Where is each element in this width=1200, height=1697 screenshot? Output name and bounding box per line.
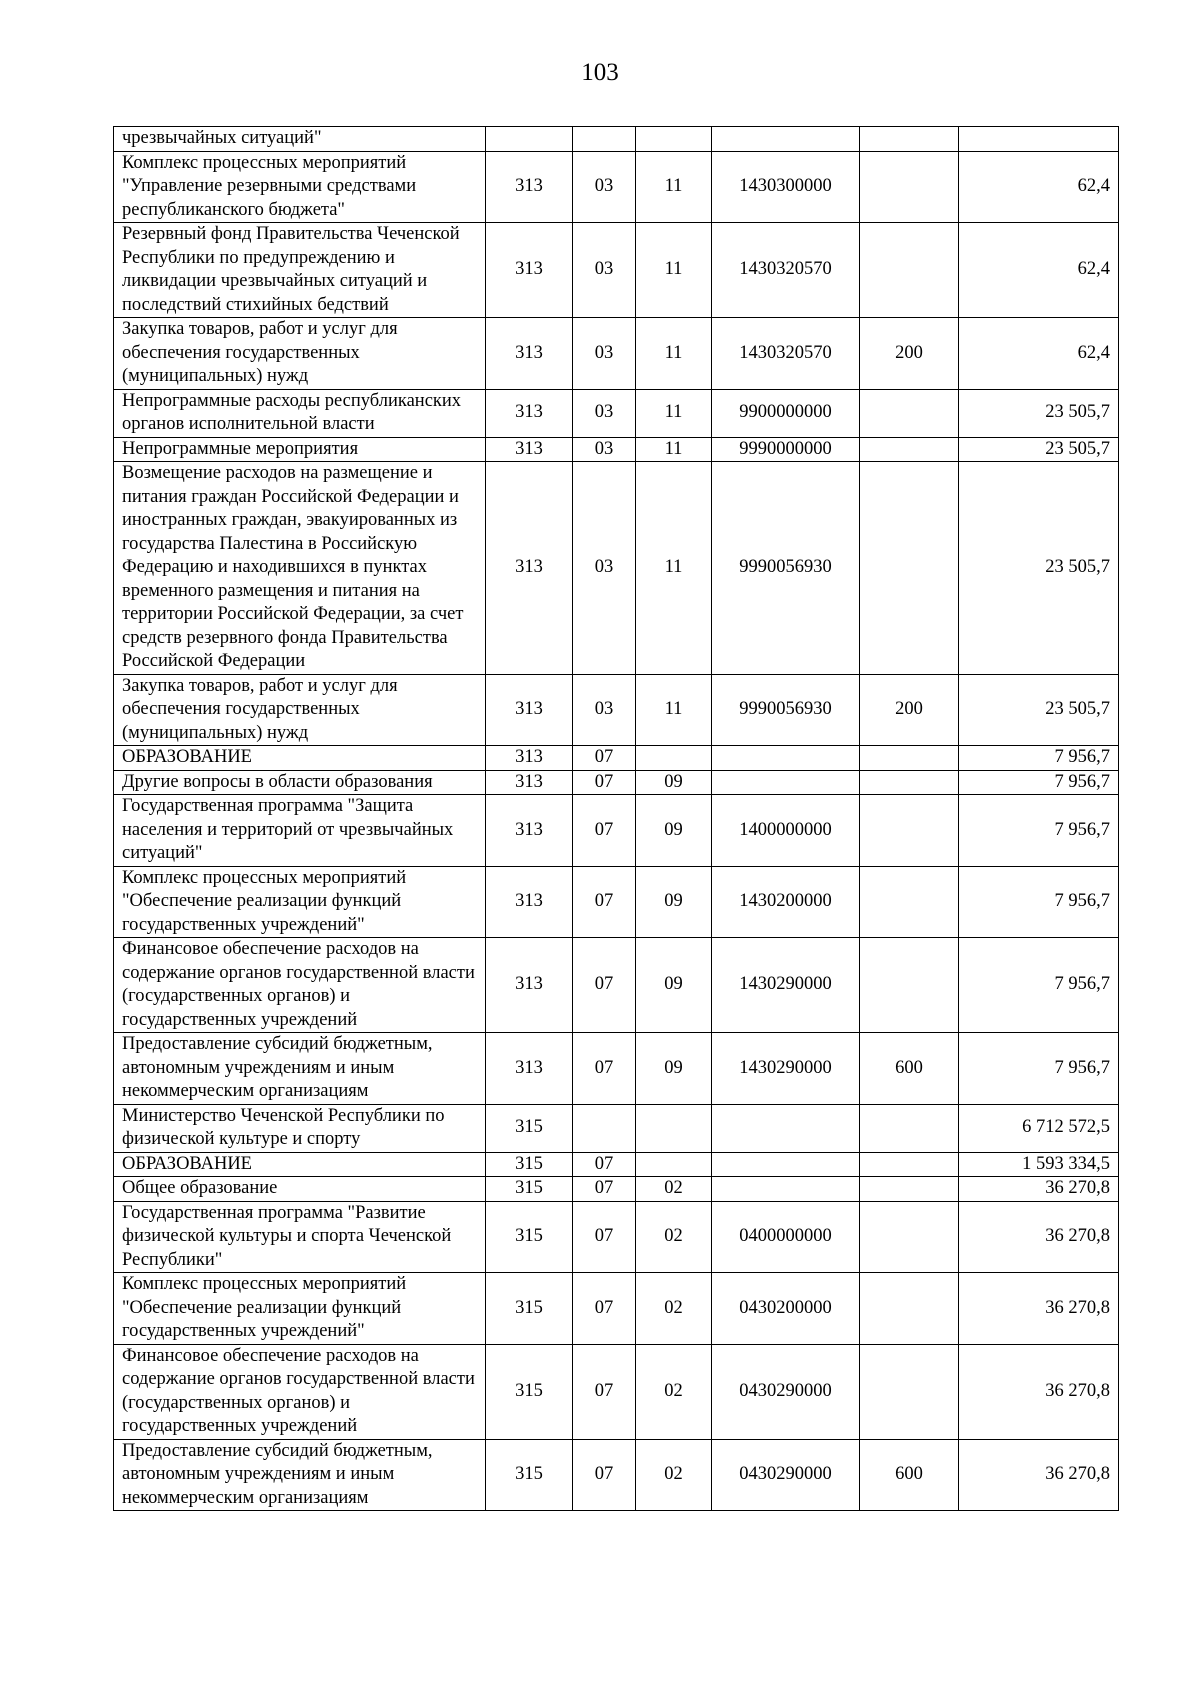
row-rz	[573, 127, 636, 152]
row-rz: 07	[573, 795, 636, 867]
row-sum: 23 505,7	[959, 437, 1119, 462]
table-row	[114, 746, 1119, 771]
row-rz: 03	[573, 318, 636, 390]
row-sum: 23 505,7	[959, 389, 1119, 437]
row-csr: 1430290000	[712, 938, 860, 1033]
row-csr: 0430200000	[712, 1273, 860, 1345]
row-pr: 09	[636, 866, 712, 938]
row-csr	[712, 127, 860, 152]
row-name: Предоставление субсидий бюджетным, автономным учреждениям и иным некоммерческим организациям	[114, 1439, 486, 1511]
row-pr: 09	[636, 938, 712, 1033]
row-pr: 11	[636, 437, 712, 462]
row-sum: 36 270,8	[959, 1177, 1119, 1202]
row-csr: 1430200000	[712, 866, 860, 938]
row-pr: 02	[636, 1344, 712, 1439]
table-row	[114, 1344, 1119, 1439]
row-csr	[712, 746, 860, 771]
table-row	[114, 127, 1119, 152]
table-row	[114, 462, 1119, 675]
row-vr	[860, 770, 959, 795]
row-vr	[860, 1344, 959, 1439]
row-pr: 02	[636, 1201, 712, 1273]
row-rz: 03	[573, 674, 636, 746]
row-ved: 313	[486, 674, 573, 746]
row-pr: 11	[636, 462, 712, 675]
row-sum: 7 956,7	[959, 866, 1119, 938]
row-sum	[959, 127, 1119, 152]
row-name: Финансовое обеспечение расходов на содержание органов государственной власти (государственных органов) и государственных учреждений	[114, 938, 486, 1033]
row-pr: 02	[636, 1273, 712, 1345]
row-ved: 313	[486, 938, 573, 1033]
row-name: Комплекс процессных мероприятий "Обеспечение реализации функций государственных учреждений"	[114, 1273, 486, 1345]
row-vr	[860, 866, 959, 938]
row-name: чрезвычайных ситуаций"	[114, 127, 486, 152]
row-pr: 11	[636, 151, 712, 223]
row-pr: 02	[636, 1439, 712, 1511]
row-name: Государственная программа "Развитие физической культуры и спорта Чеченской Республики"	[114, 1201, 486, 1273]
row-rz: 07	[573, 1439, 636, 1511]
row-vr	[860, 1273, 959, 1345]
row-csr: 1430290000	[712, 1033, 860, 1105]
row-ved: 315	[486, 1104, 573, 1152]
row-name: Резервный фонд Правительства Чеченской Республики по предупреждению и ликвидации чрезвычайных ситуаций и последствий стихийных бедствий	[114, 223, 486, 318]
row-name: ОБРАЗОВАНИЕ	[114, 1152, 486, 1177]
row-vr	[860, 746, 959, 771]
row-sum: 62,4	[959, 223, 1119, 318]
row-name: Предоставление субсидий бюджетным, автономным учреждениям и иным некоммерческим организациям	[114, 1033, 486, 1105]
budget-table-body	[114, 127, 1119, 1511]
row-csr: 1430320570	[712, 318, 860, 390]
row-name: Комплекс процессных мероприятий "Управление резервными средствами республиканского бюджета"	[114, 151, 486, 223]
row-vr	[860, 389, 959, 437]
row-name: Возмещение расходов на размещение и питания граждан Российской Федерации и иностранных граждан, эвакуированных из государства Палестина в Российскую Федерацию и находившихся в пунктах временного размещения и питания на территории Российской Федерации, за счет средств резервного фонда Правительства Российской Федерации	[114, 462, 486, 675]
row-rz: 07	[573, 1152, 636, 1177]
row-rz: 07	[573, 1201, 636, 1273]
table-row	[114, 1177, 1119, 1202]
row-vr: 600	[860, 1439, 959, 1511]
row-ved: 313	[486, 1033, 573, 1105]
row-ved: 315	[486, 1177, 573, 1202]
row-rz: 03	[573, 223, 636, 318]
row-ved: 313	[486, 746, 573, 771]
row-vr: 200	[860, 674, 959, 746]
row-name: Другие вопросы в области образования	[114, 770, 486, 795]
row-sum: 36 270,8	[959, 1344, 1119, 1439]
row-pr	[636, 1152, 712, 1177]
row-ved: 313	[486, 223, 573, 318]
row-sum: 62,4	[959, 151, 1119, 223]
row-csr: 0430290000	[712, 1439, 860, 1511]
row-vr	[860, 1177, 959, 1202]
row-csr: 1430320570	[712, 223, 860, 318]
row-ved: 313	[486, 151, 573, 223]
table-row	[114, 866, 1119, 938]
row-sum: 36 270,8	[959, 1273, 1119, 1345]
row-sum: 23 505,7	[959, 462, 1119, 675]
row-ved: 315	[486, 1201, 573, 1273]
row-name: ОБРАЗОВАНИЕ	[114, 746, 486, 771]
row-rz: 07	[573, 1033, 636, 1105]
row-csr	[712, 1104, 860, 1152]
row-csr: 9990000000	[712, 437, 860, 462]
row-pr	[636, 127, 712, 152]
row-csr	[712, 1177, 860, 1202]
row-vr	[860, 223, 959, 318]
row-sum: 7 956,7	[959, 746, 1119, 771]
row-rz: 03	[573, 462, 636, 675]
row-name: Закупка товаров, работ и услуг для обеспечения государственных (муниципальных) нужд	[114, 318, 486, 390]
table-row	[114, 795, 1119, 867]
table-row	[114, 151, 1119, 223]
row-vr	[860, 1201, 959, 1273]
row-rz	[573, 1104, 636, 1152]
row-ved: 313	[486, 795, 573, 867]
row-name: Финансовое обеспечение расходов на содержание органов государственной власти (государственных органов) и государственных учреждений	[114, 1344, 486, 1439]
row-sum: 62,4	[959, 318, 1119, 390]
row-sum: 7 956,7	[959, 938, 1119, 1033]
row-ved: 315	[486, 1344, 573, 1439]
row-csr	[712, 1152, 860, 1177]
table-row	[114, 389, 1119, 437]
row-name: Государственная программа "Защита населения и территорий от чрезвычайных ситуаций"	[114, 795, 486, 867]
row-sum: 7 956,7	[959, 1033, 1119, 1105]
row-sum: 6 712 572,5	[959, 1104, 1119, 1152]
table-row	[114, 1033, 1119, 1105]
row-csr: 9900000000	[712, 389, 860, 437]
row-vr	[860, 437, 959, 462]
row-ved: 313	[486, 866, 573, 938]
row-pr: 09	[636, 1033, 712, 1105]
row-rz: 07	[573, 1344, 636, 1439]
row-ved: 313	[486, 318, 573, 390]
table-row	[114, 1439, 1119, 1511]
row-pr: 11	[636, 223, 712, 318]
table-row	[114, 938, 1119, 1033]
row-rz: 03	[573, 151, 636, 223]
table-row	[114, 1273, 1119, 1345]
row-sum: 36 270,8	[959, 1439, 1119, 1511]
table-row	[114, 1152, 1119, 1177]
row-rz: 07	[573, 1177, 636, 1202]
row-ved: 313	[486, 770, 573, 795]
row-name: Министерство Чеченской Республики по физической культуре и спорту	[114, 1104, 486, 1152]
row-sum: 7 956,7	[959, 770, 1119, 795]
row-vr	[860, 151, 959, 223]
row-rz: 03	[573, 437, 636, 462]
budget-table	[113, 126, 1119, 1511]
row-pr: 11	[636, 318, 712, 390]
row-ved: 313	[486, 389, 573, 437]
row-csr: 9990056930	[712, 462, 860, 675]
row-vr	[860, 1152, 959, 1177]
table-row	[114, 437, 1119, 462]
row-name: Закупка товаров, работ и услуг для обеспечения государственных (муниципальных) нужд	[114, 674, 486, 746]
row-vr: 600	[860, 1033, 959, 1105]
row-rz: 07	[573, 746, 636, 771]
row-sum: 23 505,7	[959, 674, 1119, 746]
row-rz: 07	[573, 938, 636, 1033]
page-number: 103	[581, 59, 619, 86]
row-pr	[636, 1104, 712, 1152]
row-csr: 9990056930	[712, 674, 860, 746]
row-vr	[860, 1104, 959, 1152]
table-row	[114, 1201, 1119, 1273]
row-pr: 11	[636, 674, 712, 746]
row-ved: 313	[486, 462, 573, 675]
table-row	[114, 674, 1119, 746]
row-ved: 315	[486, 1273, 573, 1345]
row-rz: 07	[573, 1273, 636, 1345]
row-name: Комплекс процессных мероприятий "Обеспечение реализации функций государственных учреждений"	[114, 866, 486, 938]
row-csr: 0430290000	[712, 1344, 860, 1439]
row-name: Непрограммные расходы республиканских органов исполнительной власти	[114, 389, 486, 437]
row-pr: 09	[636, 795, 712, 867]
row-pr: 11	[636, 389, 712, 437]
table-row	[114, 1104, 1119, 1152]
row-name: Общее образование	[114, 1177, 486, 1202]
row-csr: 1430300000	[712, 151, 860, 223]
row-vr	[860, 938, 959, 1033]
row-csr	[712, 770, 860, 795]
row-pr	[636, 746, 712, 771]
row-ved	[486, 127, 573, 152]
row-csr: 1400000000	[712, 795, 860, 867]
table-row	[114, 223, 1119, 318]
row-vr	[860, 127, 959, 152]
row-name: Непрограммные мероприятия	[114, 437, 486, 462]
row-sum: 7 956,7	[959, 795, 1119, 867]
row-ved: 315	[486, 1439, 573, 1511]
row-rz: 07	[573, 866, 636, 938]
row-ved: 315	[486, 1152, 573, 1177]
row-vr: 200	[860, 318, 959, 390]
row-ved: 313	[486, 437, 573, 462]
row-rz: 07	[573, 770, 636, 795]
row-vr	[860, 795, 959, 867]
row-pr: 02	[636, 1177, 712, 1202]
row-rz: 03	[573, 389, 636, 437]
row-pr: 09	[636, 770, 712, 795]
row-vr	[860, 462, 959, 675]
table-row	[114, 318, 1119, 390]
row-csr: 0400000000	[712, 1201, 860, 1273]
row-sum: 1 593 334,5	[959, 1152, 1119, 1177]
table-row	[114, 770, 1119, 795]
row-sum: 36 270,8	[959, 1201, 1119, 1273]
